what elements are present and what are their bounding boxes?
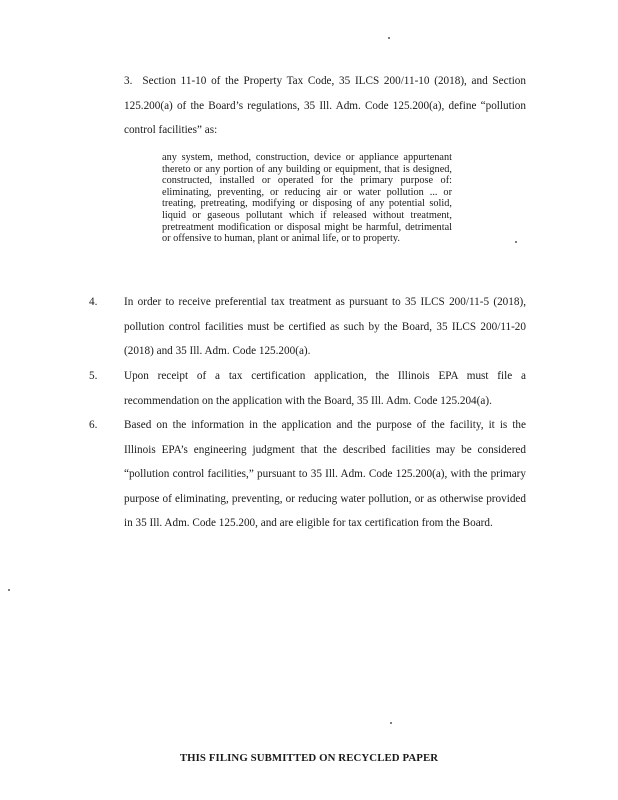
paragraph-5-number: 5.: [89, 370, 98, 382]
paragraph-5-text: Upon receipt of a tax certification application, the Illinois EPA must file a recommendation on the application with the Board, 35 Ill. Adm. Code 125.204(a).: [124, 370, 526, 407]
scan-speck: [388, 37, 390, 39]
recycled-paper-footer: THIS FILING SUBMITTED ON RECYCLED PAPER: [179, 752, 439, 764]
paragraph-4-number: 4.: [89, 296, 98, 308]
scan-speck: [390, 722, 392, 724]
paragraph-3-number: 3.: [124, 75, 133, 87]
scan-speck: [8, 589, 10, 591]
paragraph-3-text: Section 11-10 of the Property Tax Code, 35 ILCS 200/11-10 (2018), and Section 125.200(a) of the Board’s regulations, 35 Ill. Adm. Code 125.200(a), define “pollution control facilities” as:: [124, 75, 526, 136]
paragraph-6-text: Based on the information in the application and the purpose of the facility, it is the Illinois EPA’s engineering judgment that the described facilities may be considered “pollution control facilities,” pursuant to 35 Ill. Adm. Code 125.200(a), with the primary purpose of eliminating, preventing, or reducing water pollution, or as otherwise provided in 35 Ill. Adm. Code 125.200, and are eligible for tax certification from the Board.: [124, 419, 526, 529]
paragraph-4-text: In order to receive preferential tax treatment as pursuant to 35 ILCS 200/11-5 (2018), pollution control facilities must be certified as such by the Board, 35 ILCS 200/11-20 (2018) and 35 Ill. Adm. Code 125.200(a).: [124, 296, 526, 357]
paragraph-6-number: 6.: [89, 419, 98, 431]
paragraph-3: [124, 69, 526, 143]
definition-block-quote: any system, method, construction, device or appliance appurtenant thereto or any portion of any building or equipment, that is designed, constructed, installed or operated for the primary purpose of: eliminating, preventing, or reducing air or water pollution ... or treating, pretreating, modifying or disposing of any potential solid, liquid or gaseous pollutant which if released without treatment, pretreatment modification or disposal might be harmful, detrimental or offensive to human, plant or animal life, or to property.: [162, 152, 452, 245]
scan-speck: [515, 241, 517, 243]
